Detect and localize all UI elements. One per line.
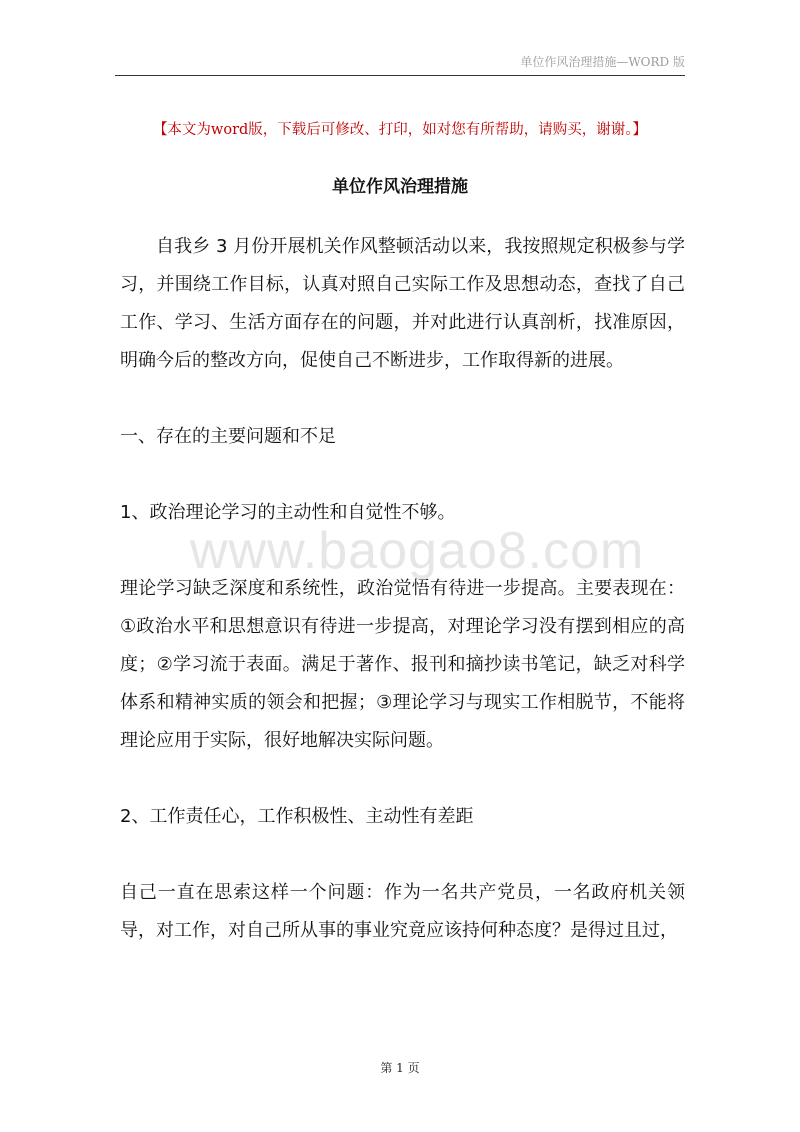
watermark: www.baogao8.com bbox=[190, 522, 645, 580]
running-header: 单位作风治理措施—WORD 版 bbox=[520, 55, 685, 69]
item-1-heading: 1、政治理论学习的主动性和自觉性不够。 bbox=[120, 502, 456, 523]
section-heading: 一、存在的主要问题和不足 bbox=[120, 426, 336, 447]
item-2-paragraph: 自己一直在思索这样一个问题：作为一名共产党员，一名政府机关领导，对工作，对自己所从事的事业究竟应该持何种态度？是得过且过， bbox=[120, 882, 685, 941]
header-divider bbox=[115, 75, 685, 76]
document-body bbox=[120, 228, 685, 950]
download-notice: 【本文为word版，下载后可修改、打印，如对您有所帮助，请购买，谢谢。】 bbox=[152, 122, 648, 138]
intro-paragraph: 自我乡 3 月份开展机关作风整顿活动以来，我按照规定积极参与学习，并围绕工作目标，认真对照自己实际工作及思想动态，查找了自己工作、学习、生活方面存在的问题，并对此进行认真剖析，找准原因，明确今后的整改方向，促使自己不断进步，工作取得新的进展。 bbox=[120, 236, 685, 371]
item-2-heading: 2、工作责任心，工作积极性、主动性有差距 bbox=[120, 806, 474, 827]
page-number: 第 1 页 bbox=[380, 1061, 420, 1075]
item-1-paragraph: 理论学习缺乏深度和系统性，政治觉悟有待进一步提高。主要表现在：①政治水平和思想意识有待进一步提高，对理论学习没有摆到相应的高度；②学习流于表面。满足于著作、报刊和摘抄读书笔记，缺乏对科学体系和精神实质的领会和把握；③理论学习与现实工作相脱节，不能将理论应用于实际，很好地解决实际问题。 bbox=[120, 578, 685, 751]
document-title: 单位作风治理措施 bbox=[332, 177, 468, 197]
